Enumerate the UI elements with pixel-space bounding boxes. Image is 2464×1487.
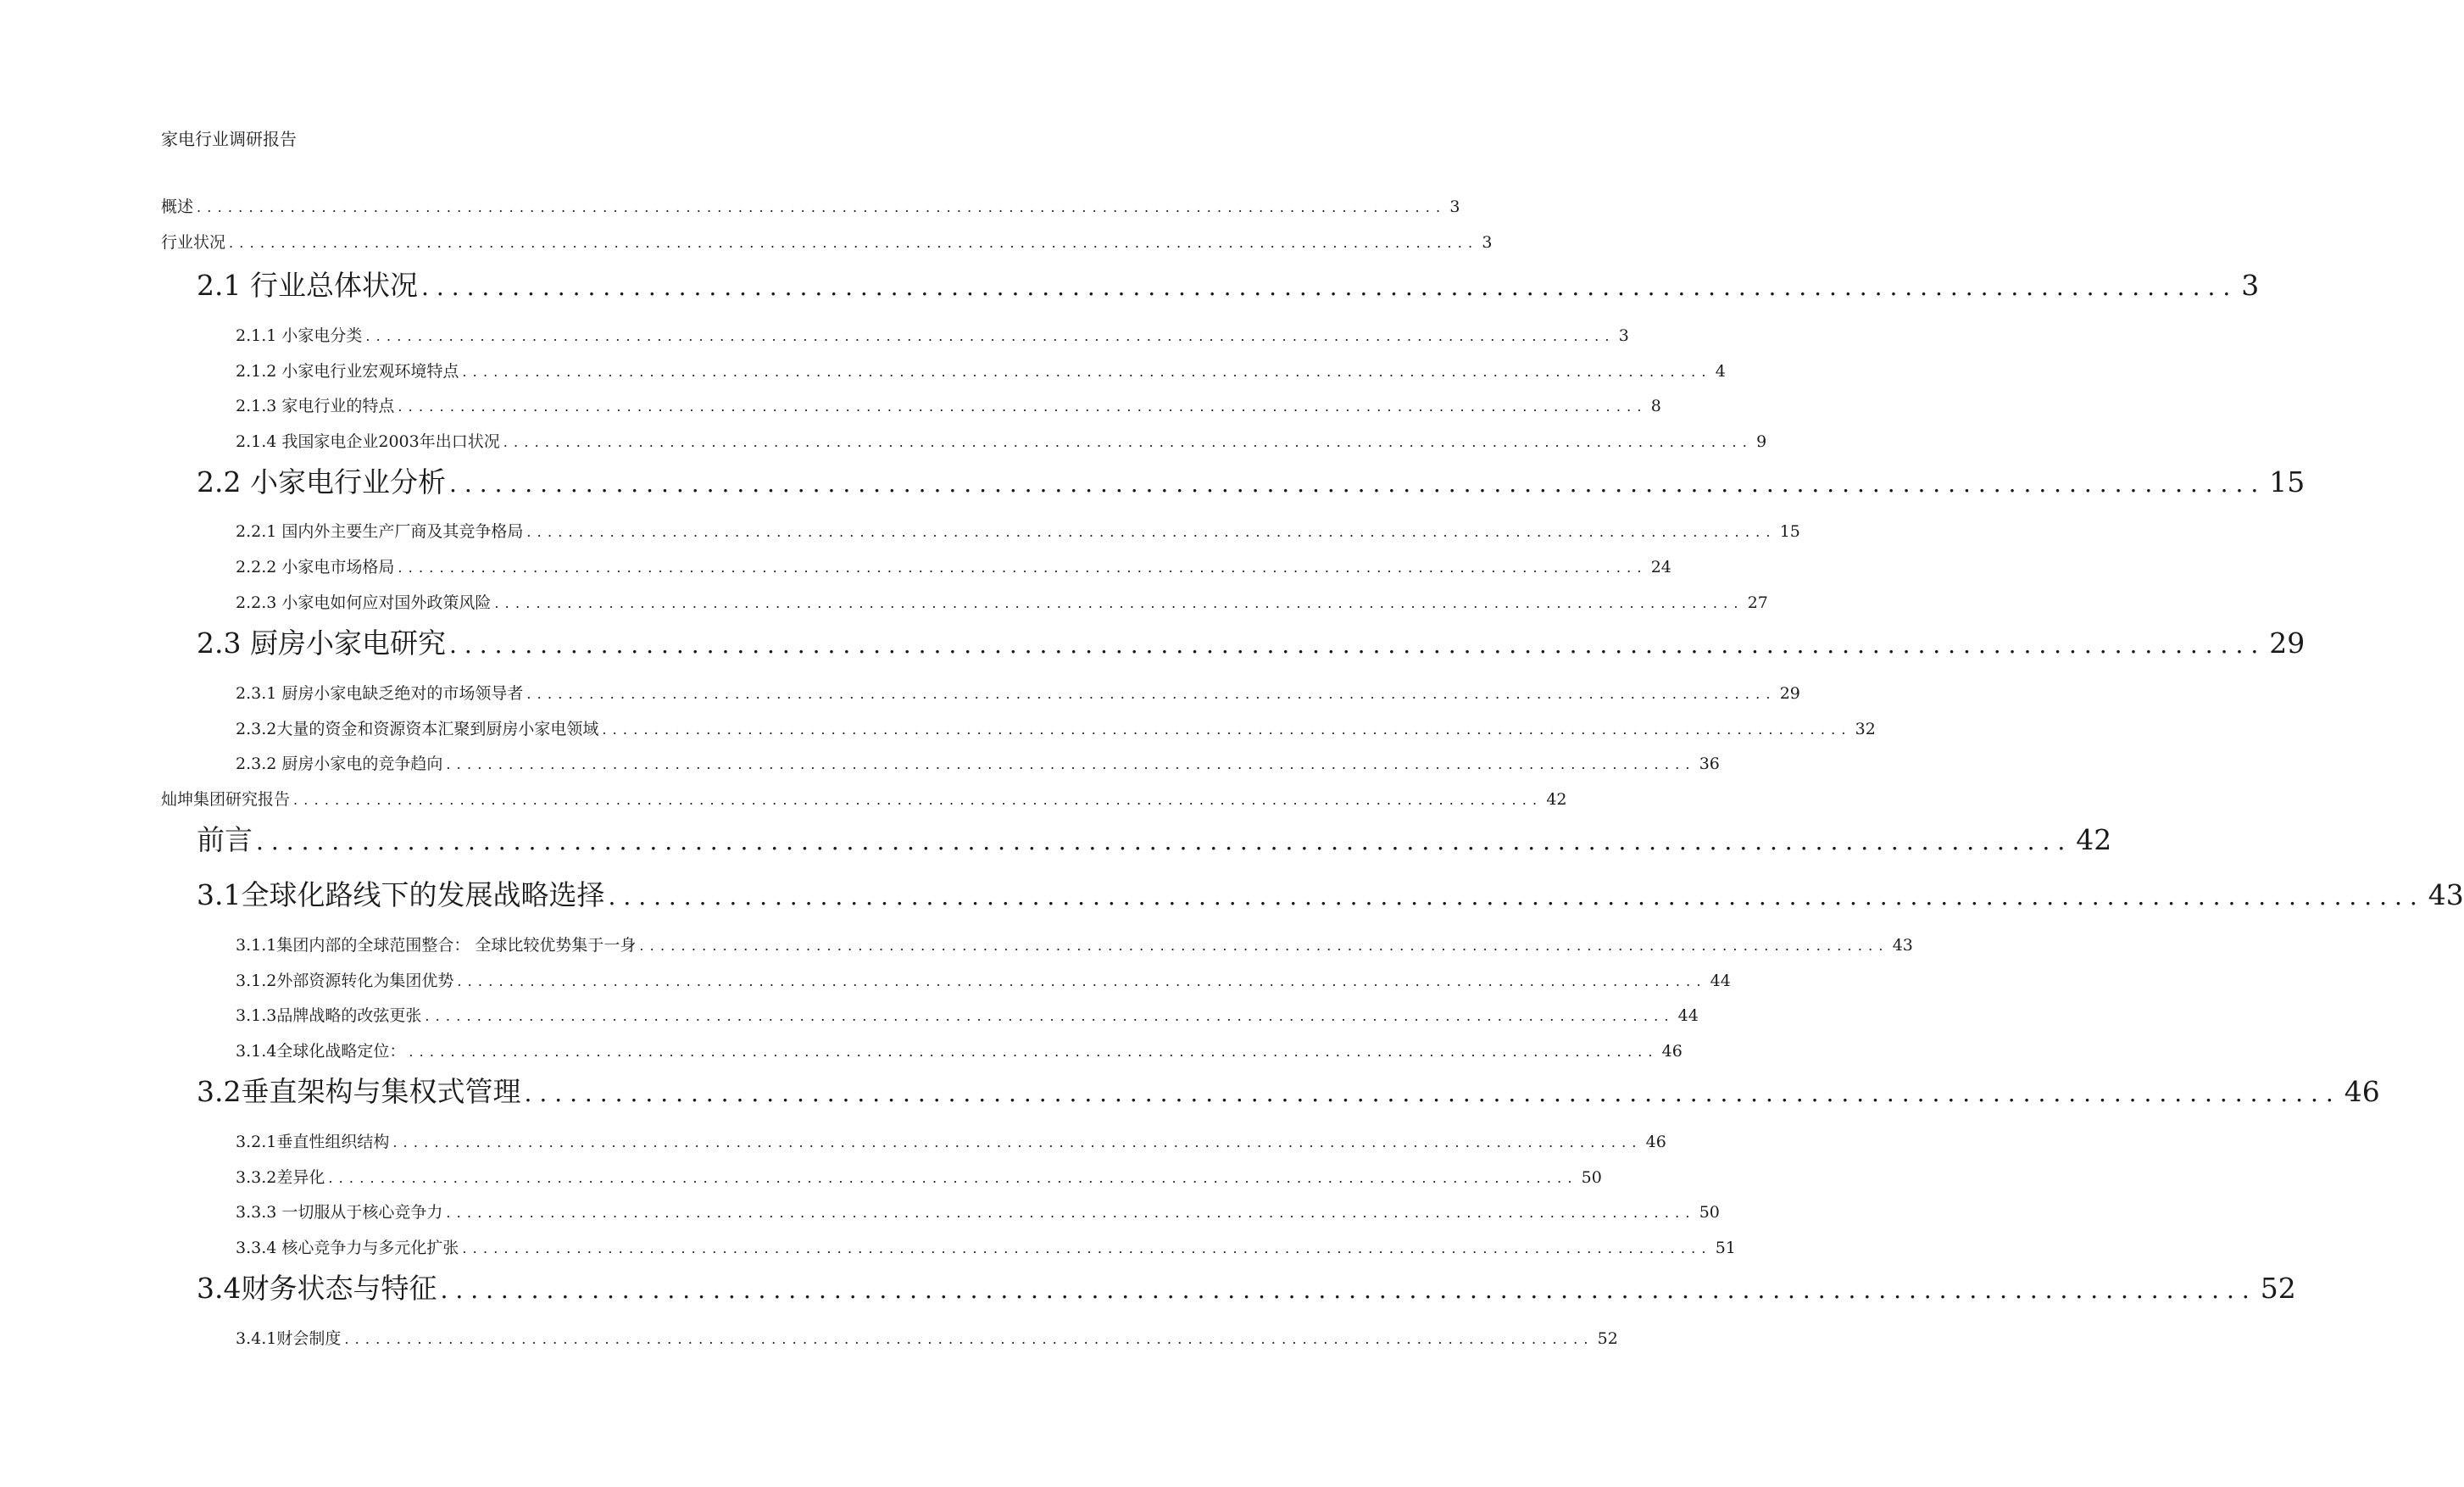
toc-dot-leader: ........................................................................................................................ [602, 721, 1852, 738]
toc-dot-leader: ........................................................................................................................ [608, 883, 2425, 911]
toc-dot-leader: ........................................................................................................................ [446, 756, 1696, 772]
toc-dot-leader: ........................................................................................................................ [328, 1170, 1578, 1186]
toc-entry-label: 3.1.2外部资源转化为集团优势 [236, 972, 454, 990]
toc-entry-label: 2.3.1 厨房小家电缺乏绝对的市场领导者 [236, 684, 524, 703]
toc-entry-label: 2.3 厨房小家电研究 [197, 627, 446, 660]
toc-dot-leader: ........................................................................................................................ [457, 973, 1707, 989]
toc-entry-label: 3.1.1集团内部的全球范围整合： 全球比较优势集于一身 [236, 936, 637, 955]
toc-entry-label: 2.3.2 厨房小家电的竞争趋向 [236, 755, 443, 773]
toc-entry[interactable] [236, 590, 1768, 613]
toc-entry-page: 24 [1650, 558, 1671, 576]
toc-entry-page: 43 [1892, 936, 1913, 955]
toc-entry-label: 3.1.4全球化战略定位： [236, 1042, 406, 1061]
toc-entry-page: 44 [1677, 1006, 1699, 1025]
toc-entry-page: 43 [2428, 878, 2464, 911]
toc-entry-page: 29 [1779, 684, 1800, 703]
toc-entry-label: 3.3.3 一切服从于核心竞争力 [236, 1203, 443, 1222]
toc-dot-leader: ........................................................................................................................ [446, 1205, 1696, 1221]
toc-entry-label: 2.2.1 国内外主要生产厂商及其竞争格局 [236, 522, 524, 541]
toc-entry-label: 2.1.4 我国家电企业2003年出口状况 [236, 432, 500, 451]
toc-entry-label: 2.1.3 家电行业的特点 [236, 397, 395, 415]
toc-entry-page: 15 [2269, 465, 2305, 498]
toc-entry-page: 36 [1699, 755, 1720, 773]
toc-dot-leader: ........................................................................................................................ [462, 1240, 1712, 1256]
toc-entry-label: 3.3.4 核心竞争力与多元化扩张 [236, 1239, 459, 1257]
toc-entry[interactable] [236, 1165, 1602, 1188]
toc-entry[interactable] [236, 968, 1731, 991]
toc-dot-leader: ........................................................................................................................ [462, 364, 1712, 380]
toc-entry-label: 2.2.3 小家电如何应对国外政策风险 [236, 593, 492, 612]
toc-entry[interactable] [197, 873, 2464, 913]
toc-dot-leader: ........................................................................................................................ [344, 1331, 1594, 1347]
toc-entry-page: 51 [1715, 1239, 1736, 1257]
toc-entry[interactable] [236, 933, 1913, 955]
toc-dot-leader: ........................................................................................................................ [409, 1044, 1659, 1060]
toc-entry[interactable] [197, 264, 2260, 304]
toc-entry-label: 3.4.1财会制度 [236, 1329, 342, 1348]
toc-entry-page: 3 [1482, 233, 1493, 252]
toc-entry[interactable] [236, 359, 1726, 381]
toc-entry[interactable] [236, 519, 1800, 542]
toc-entry-page: 42 [2076, 823, 2112, 856]
toc-entry-page: 15 [1779, 522, 1800, 541]
toc-entry[interactable] [236, 429, 1767, 452]
toc-entry-label: 2.1.1 小家电分类 [236, 326, 363, 345]
toc-entry-page: 3 [2241, 269, 2260, 302]
toc-entry-page: 46 [1645, 1133, 1666, 1151]
toc-entry-page: 50 [1699, 1203, 1720, 1222]
toc-entry[interactable] [236, 1326, 1618, 1349]
toc-entry-label: 3.4财务状态与特征 [197, 1272, 437, 1305]
toc-entry[interactable] [161, 194, 1460, 217]
toc-dot-leader: ........................................................................................................................ [425, 1008, 1675, 1024]
toc-entry-page: 3 [1618, 326, 1629, 345]
toc-entry-page: 52 [2260, 1272, 2296, 1305]
toc-entry[interactable] [236, 393, 1661, 416]
toc-entry[interactable] [236, 1039, 1683, 1061]
toc-entry[interactable] [197, 621, 2305, 661]
toc-entry[interactable] [236, 323, 1629, 346]
toc-dot-leader: ........................................................................................................................ [365, 328, 1616, 344]
toc-entry-label: 行业状况 [161, 233, 226, 252]
toc-entry-page: 27 [1747, 593, 1768, 612]
toc-dot-leader: ........................................................................................................................ [398, 398, 1648, 415]
toc-entry-page: 46 [1661, 1042, 1683, 1061]
document-title: 家电行业调研报告 [161, 129, 297, 149]
toc-entry-label: 前言 [197, 823, 253, 856]
toc-entry[interactable] [236, 681, 1800, 704]
toc-dot-leader: ........................................................................................................................ [420, 273, 2239, 301]
toc-entry[interactable] [236, 1200, 1720, 1222]
toc-entry[interactable] [236, 751, 1720, 774]
toc-dot-leader: ........................................................................................................................ [448, 631, 2267, 659]
toc-entry-label: 3.1全球化路线下的发展战略选择 [197, 878, 605, 911]
toc-entry-label: 2.2.2 小家电市场格局 [236, 558, 395, 576]
toc-entry[interactable] [236, 1003, 1699, 1026]
toc-entry-label: 2.2 小家电行业分析 [197, 465, 446, 498]
toc-dot-leader: ........................................................................................................................ [440, 1276, 2257, 1304]
toc-entry-page: 4 [1715, 362, 1726, 381]
toc-dot-leader: ........................................................................................................................ [197, 199, 1447, 215]
toc-entry-page: 52 [1597, 1329, 1618, 1348]
toc-entry[interactable] [161, 230, 1493, 253]
toc-entry-label: 3.2.1垂直性组织结构 [236, 1133, 390, 1151]
toc-dot-leader: ........................................................................................................................ [526, 686, 1777, 702]
toc-entry-page: 3 [1449, 198, 1460, 216]
toc-dot-leader: ........................................................................................................................ [503, 434, 1754, 450]
toc-entry-label: 3.1.3品牌战略的改弦更张 [236, 1006, 422, 1025]
toc-entry-page: 32 [1855, 720, 1876, 738]
toc-dot-leader: ........................................................................................................................ [524, 1079, 2341, 1107]
toc-entry[interactable] [197, 460, 2305, 500]
toc-entry[interactable] [236, 716, 1876, 739]
toc-entry-page: 8 [1650, 397, 1661, 415]
toc-entry-page: 44 [1710, 972, 1731, 990]
toc-entry-label: 2.1 行业总体状况 [197, 269, 418, 302]
toc-dot-leader: ........................................................................................................................ [526, 524, 1777, 540]
toc-dot-leader: ........................................................................................................................ [256, 827, 2073, 855]
toc-entry-page: 46 [2344, 1075, 2380, 1108]
toc-entry-label: 3.2垂直架构与集权式管理 [197, 1075, 521, 1108]
toc-dot-leader: ........................................................................................................................ [494, 595, 1744, 611]
toc-entry-label: 灿坤集团研究报告 [161, 790, 291, 809]
toc-entry-label: 概述 [161, 198, 194, 216]
toc-dot-leader: ........................................................................................................................ [398, 560, 1648, 576]
toc-dot-leader: ........................................................................................................................ [639, 938, 1889, 954]
toc-dot-leader: ........................................................................................................................ [229, 235, 1479, 251]
toc-entry[interactable] [197, 818, 2112, 858]
toc-entry-page: 29 [2269, 627, 2305, 660]
toc-entry-page: 50 [1581, 1168, 1602, 1187]
toc-entry-page: 42 [1546, 790, 1567, 809]
toc-entry-page: 9 [1756, 432, 1767, 451]
toc-dot-leader: ........................................................................................................................ [392, 1134, 1643, 1150]
toc-entry[interactable] [197, 1267, 2296, 1306]
toc-entry-label: 2.3.2大量的资金和资源资本汇聚到厨房小家电领域 [236, 720, 599, 738]
toc-entry-label: 3.3.2差异化 [236, 1168, 325, 1187]
toc-entry[interactable] [197, 1070, 2380, 1110]
toc-dot-leader: ........................................................................................................................ [448, 470, 2267, 498]
toc-entry[interactable] [236, 1235, 1736, 1258]
toc-entry[interactable] [161, 787, 1567, 810]
toc-entry[interactable] [236, 1129, 1666, 1152]
toc-dot-leader: ........................................................................................................................ [293, 792, 1543, 808]
toc-entry[interactable] [236, 554, 1671, 577]
toc-entry-label: 2.1.2 小家电行业宏观环境特点 [236, 362, 459, 381]
